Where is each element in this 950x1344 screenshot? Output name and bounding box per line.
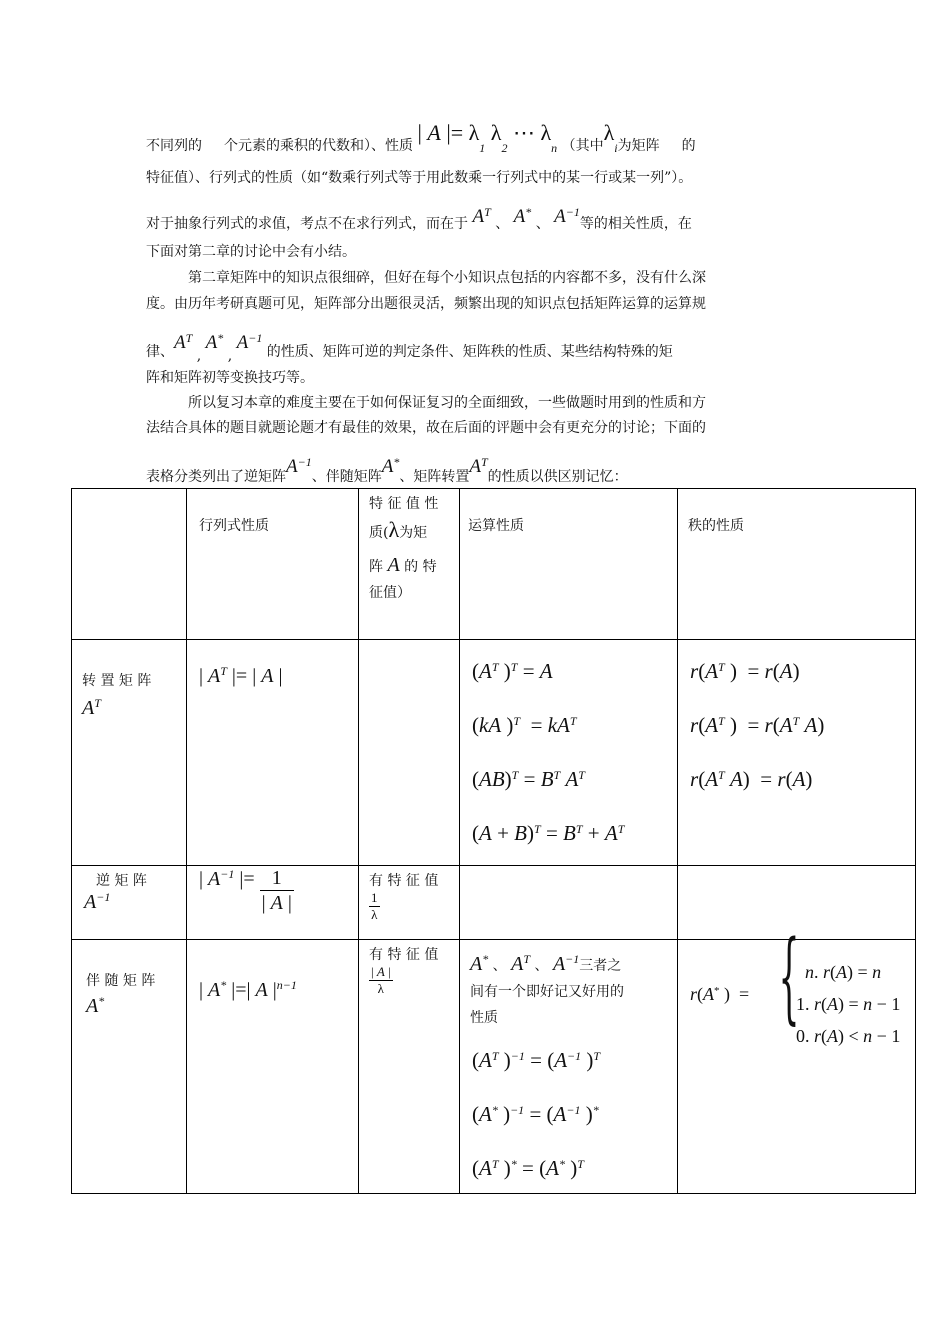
header-op: 运算性质 xyxy=(460,489,678,640)
inverse-label: 逆 矩 阵 $A^{-1}$ xyxy=(72,866,187,940)
para-line-4: 下面对第二章的讨论中会有小结。 xyxy=(146,244,356,260)
header-rank: 秩的性质 xyxy=(678,489,916,640)
inverse-op xyxy=(460,866,678,940)
transpose-eig xyxy=(359,640,460,866)
para-line-5: 第二章矩阵中的知识点很细碎，但好在每个小知识点包括的内容都不多，没有什么深 xyxy=(188,270,706,286)
para-line-11: 表格分类列出了逆矩阵$A^{-1}$、伴随矩阵A*、矩阵转置$A^T$的性质以供区别记忆： xyxy=(146,455,628,485)
transpose-rank: $r(A^T$ ) = r(A) $r(A^T$ ) = $r(A^T$ A) $r(A^T$ A) = r(A) xyxy=(678,640,916,866)
header-row xyxy=(72,489,916,640)
para-line-6: 度。由历年考研真题可见，矩阵部分出题很灵活，频繁出现的知识点包括矩阵运算的运算规 xyxy=(146,296,706,312)
header-eig: 特 征 值 性 质(λ为矩 阵 A 的 特 征值） xyxy=(359,489,460,640)
adjugate-det: | A* |=| A $|^{n-1}$ xyxy=(187,940,359,1194)
header-empty xyxy=(72,489,187,640)
para-line-8: 阵和矩阵初等变换技巧等。 xyxy=(146,370,314,386)
para-line-2: 特征值）、行列式的性质（如“数乘行列式等于用此数乘一行列式中的某一行或某一列”）。 xyxy=(146,170,693,186)
adjugate-rank: r(A* ) = { n. r(A) = n 1. r(A) = n − 1 0. r(A) < n − 1 xyxy=(678,940,916,1194)
adjugate-eig: 有 特 征 值 $\frac{| A |}{\lambda}$ xyxy=(359,940,460,1194)
transpose-row xyxy=(72,640,916,866)
para-line-9: 所以复习本章的难度主要在于如何保证复习的全面细致，一些做题时用到的性质和方 xyxy=(188,395,706,411)
transpose-op: ($A^T$ )$^T$ = A (kA )$^T = kA^T$ $(AB)^T = B^T$ $A^T$ $(A + B)^T = B^T + A^T$ xyxy=(460,640,678,866)
det-product-formula: | A |= $\lambda_1$ $\lambda_2$ ⋯ $\lambda_n$ xyxy=(417,120,558,155)
inverse-eig: 有 特 征 值 $\frac{1}{\lambda}$ xyxy=(359,866,460,940)
transpose-label: 转 置 矩 阵 $A^T$ xyxy=(72,640,187,866)
para-line-10: 法结合具体的题目就题论题才有最佳的效果，故在后面的评题中会有更充分的讨论；下面的 xyxy=(146,420,706,436)
para-line-3: 对于抽象行列式的求值，考点不在求行列式，而在于 $A^T$ 、 A* 、 $A^{-1}$等的相关性质，在 xyxy=(146,205,692,232)
para-line-7: 律、$A^T$ , A* , $A^{-1}$ 的性质、矩阵可逆的判定条件、矩阵秩的性质、某些结构特殊的矩 xyxy=(146,331,673,364)
transpose-det: | $A^T$ |= | A | xyxy=(187,640,359,866)
inverse-det: | $A^{-1}$ |= $\frac{1}{| A |}$ xyxy=(187,866,359,940)
adjugate-op: A* 、 $A^T$ 、 $A^{-1}$三者之 间有一个即好记又好用的 性质 ($A^T$ )$^{-1} = (A^{-1}$ )$^T$ (A* )$^{-1} = (A^{-1}$ )* ($A^T$ )* = (A* )$^T$ xyxy=(460,940,678,1194)
adjugate-label: 伴 随 矩 阵 A* xyxy=(72,940,187,1194)
matrix-properties-table xyxy=(71,488,916,1194)
header-det: 行列式性质 xyxy=(187,489,359,640)
para-line-1: 不同列的 个元素的乘积的代数和）、性质 | A |= $\lambda_1$ $\lambda_2$ ⋯ $\lambda_n$ （其中$\lambda_i$为矩阵 的 xyxy=(146,120,696,155)
adjugate-row xyxy=(72,940,916,1194)
